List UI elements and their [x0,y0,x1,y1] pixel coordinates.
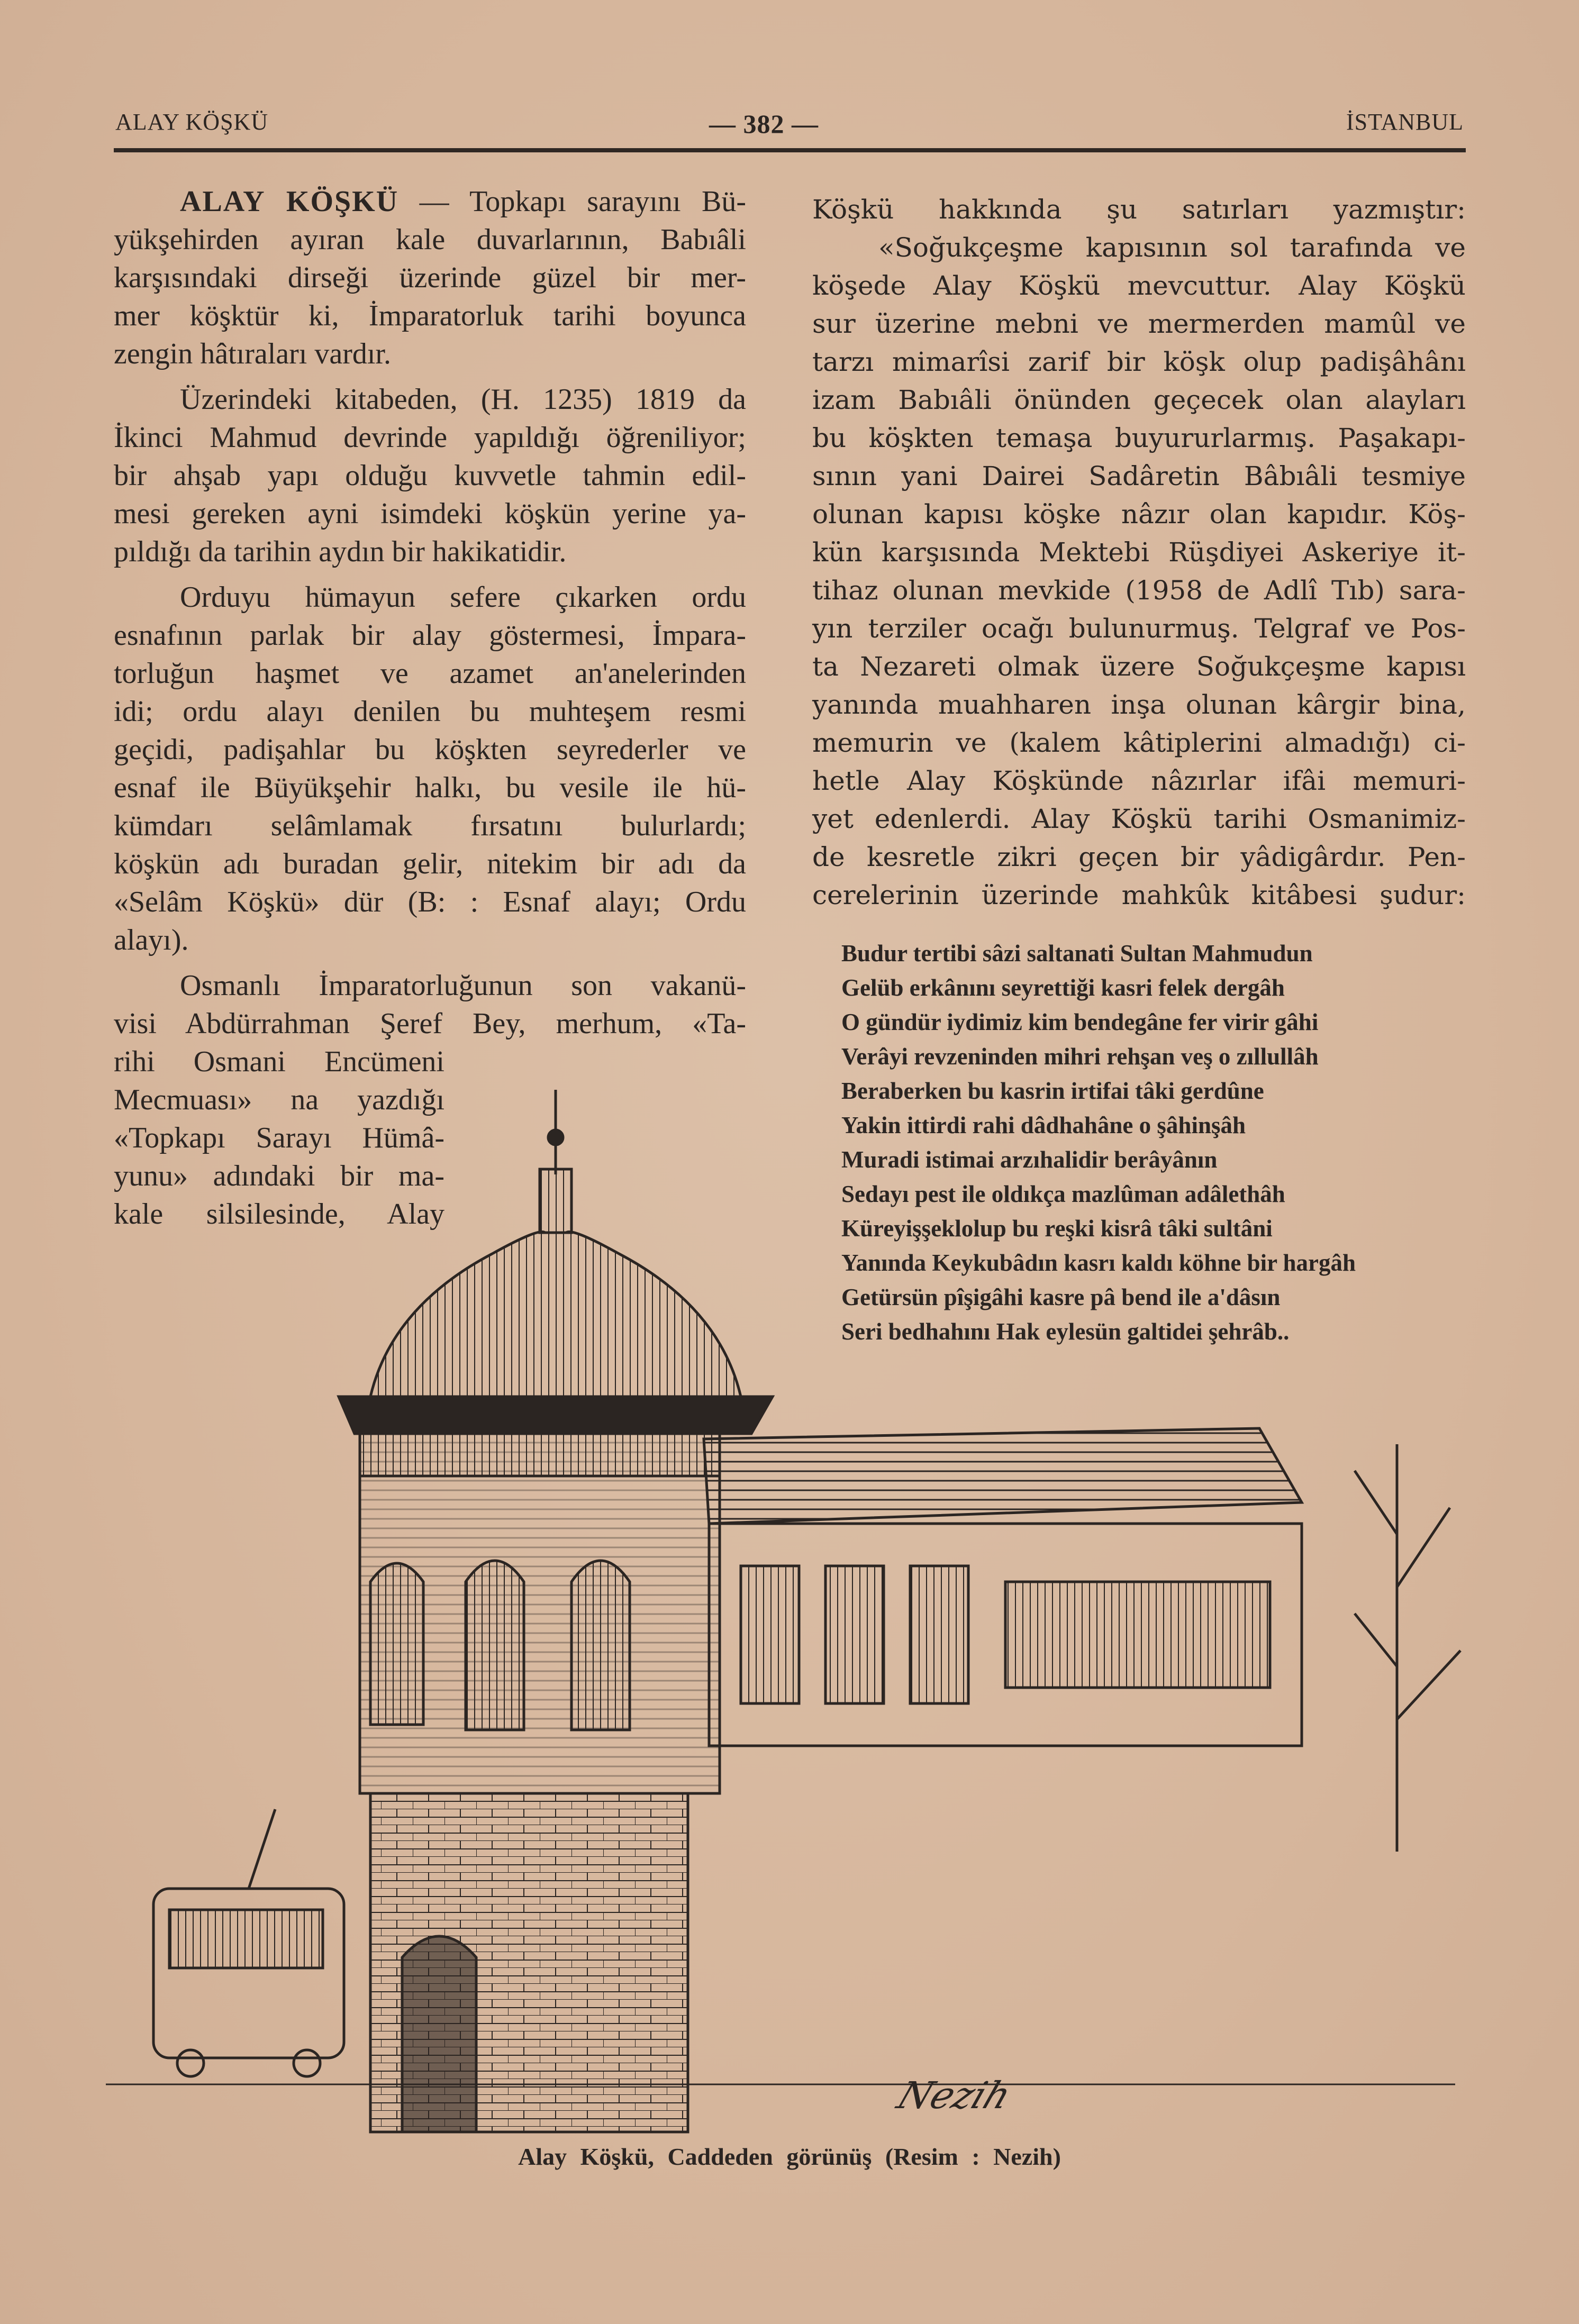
text-line: Osmanlı İmparatorluğunun son vakanü- [180,969,746,1002]
poem-line: Verâyi revzeninden mihri rehşan veş o zıllullâh [841,1043,1319,1070]
text-line: sur üzerine mebni ve mermerden mamûl ve [812,308,1466,339]
text-line: kün karşısında Mektebi Rüşdiyei Askeriye it- [812,537,1466,568]
artist-signature: Nezih [892,2074,1017,2117]
figure-caption: Alay Köşkü, Caddeden görünüş (Resim : Nezih) [518,2143,1061,2170]
text-line: yın terziler ocağı bulunurmuş. Telgraf ve Pos- [812,613,1466,644]
text-span: — Topkapı sarayını Bü- [398,185,747,218]
tree [1355,1444,1460,1852]
building-roof [704,1428,1302,1524]
poem-line: O gündür iydimiz kim bendegâne fer virir gâhi [841,1009,1319,1035]
poem-line: Budur tertibi sâzi saltanati Sultan Mahmudun [841,940,1313,967]
text-line: memurin ve (kalem kâtiplerini almadığı) ci- [812,727,1466,758]
page-number: — 382 — [709,109,819,139]
text-line: tihaz olunan mevkide (1958 de Adlî Tıb) sara- [812,575,1466,606]
pavilion-eaves [339,1397,773,1434]
text-line: olunan kapısı köşke nâzır olan kapıdır. Köş- [812,499,1466,530]
text-line: kümdarı selâmlamak fırsatını bulurlardı; [114,809,746,842]
poem-line: Yanında Keykubâdın kasrı kaldı köhne bir hargâh [841,1250,1356,1276]
text-line: yet edenlerdi. Alay Köşkü tarihi Osmanimiz- [812,804,1466,834]
running-header-section: İSTANBUL [1346,109,1464,135]
text-line: geçidi, padişahlar bu köşkten seyrederler ve [114,733,746,766]
text-line: tarzı mimarîsi zarif bir köşk olup padişâhânı [812,347,1466,377]
arched-windows [370,1561,630,1730]
text-line: pıldığı da tarihin aydın bir hakikatidir. [114,535,567,568]
tram [153,1809,344,2076]
text-line: rihi Osmani Encümeni [114,1045,444,1078]
poem-line: Muradi istimai arzıhalidir berâyânın [841,1146,1218,1173]
gate-arch [402,1936,476,2132]
text-line: Köşkü hakkında şu satırları yazmıştır: [812,194,1466,225]
text-line: yunu» adındaki bir ma- [114,1160,444,1192]
text-line: yükşehirden ayıran kale duvarlarının, Babıâli [114,223,746,256]
text-line: bir ahşab yapı olduğu kuvvetle tahmin edil- [114,459,746,492]
text-line: torluğun haşmet ve azamet an'anelerinden [114,657,746,690]
text-line: alayı). [114,924,189,956]
poem-line: Gelüb erkânını seyrettiği kasri felek dergâh [841,974,1285,1001]
text-line: Üzerindeki kitabeden, (H. 1235) 1819 da [180,383,746,416]
poem-line: Sedayı pest ile oldıkça mazlûman adâlethâh [841,1181,1285,1207]
poem-line: Beraberken bu kasrin irtifai tâki gerdûne [841,1078,1264,1104]
building-windows [741,1566,1270,1703]
text-line: yanında muahharen inşa olunan kârgir bina, [812,689,1466,720]
text-line: ta Nezareti olmak üzere Soğukçeşme kapısı [812,651,1466,682]
text-line: de kesretle zikri geçen bir yâdigârdır. Pen- [812,842,1466,872]
text-line: köşede Alay Köşkü mevcuttur. Alay Köşkü [812,270,1466,301]
text-line: «Selâm Köşkü» dür (B: : Esnaf alayı; Ordu [114,886,746,918]
text-line: esnaf ile Büyükşehir halkı, bu vesile ile hü- [114,771,746,804]
text-line: izam Babıâli önünden geçecek olan alayları [812,385,1466,415]
text-line: esnafının parlak bir alay göstermesi, İmpara- [114,619,746,652]
text-line: İkinci Mahmud devrinde yapıldığı öğreniliyor; [114,421,746,454]
poem-line: Yakin ittirdi rahi dâdhahâne o şâhinşâh [841,1112,1246,1138]
text-line: sının yani Dairei Sadâretin Bâbıâli tesmiye [812,461,1466,491]
text-line: «Topkapı Sarayı Hümâ- [114,1122,444,1154]
text-line: karşısındaki dirseği üzerinde güzel bir mer- [114,261,746,294]
running-header-title: ALAY KÖŞKÜ [115,109,269,135]
text-line: köşkün adı buradan gelir, nitekim bir adı da [114,847,746,880]
poem-line: Seri bedhahını Hak eylesün galtidei şehrâb.. [841,1318,1290,1345]
poem-line: Getürsün pîşigâhi kasre pâ bend ile a'dâsın [841,1284,1281,1310]
entry-heading: ALAY KÖŞKÜ [180,185,399,218]
text-line: Mecmuası» na yazdığı [114,1083,444,1116]
text-line: «Soğukçeşme kapısının sol tarafında ve [878,232,1466,263]
text-line: kale silsilesinde, Alay [114,1198,444,1231]
text-line: hetle Alay Köşkünde nâzırlar ifâi memuri- [812,765,1466,796]
text-line: visi Abdürrahman Şeref Bey, merhum, «Ta- [114,1007,746,1040]
poem-line: Küreyişşeklolup bu reşki kisrâ tâki sultâni [841,1215,1273,1242]
text-line: Orduyu hümayun sefere çıkarken ordu [180,581,746,614]
text-line: mer köşktür ki, İmparatorluk tarihi boyunca [114,299,746,332]
text-line: zengin hâtıraları vardır. [114,338,391,370]
onion-dome [370,1232,741,1397]
text-line: idi; ordu alayı denilen bu muhteşem resmi [114,695,746,728]
text-line: bu köşkten temaşa buyururlarmış. Paşakapı- [812,423,1466,453]
text-line: cerelerinin üzerinde mahkûk kitâbesi şudur: [812,880,1466,910]
text-line: mesi gereken ayni isimdeki köşkün yerine ya- [114,497,746,530]
dome-finial [540,1090,571,1233]
